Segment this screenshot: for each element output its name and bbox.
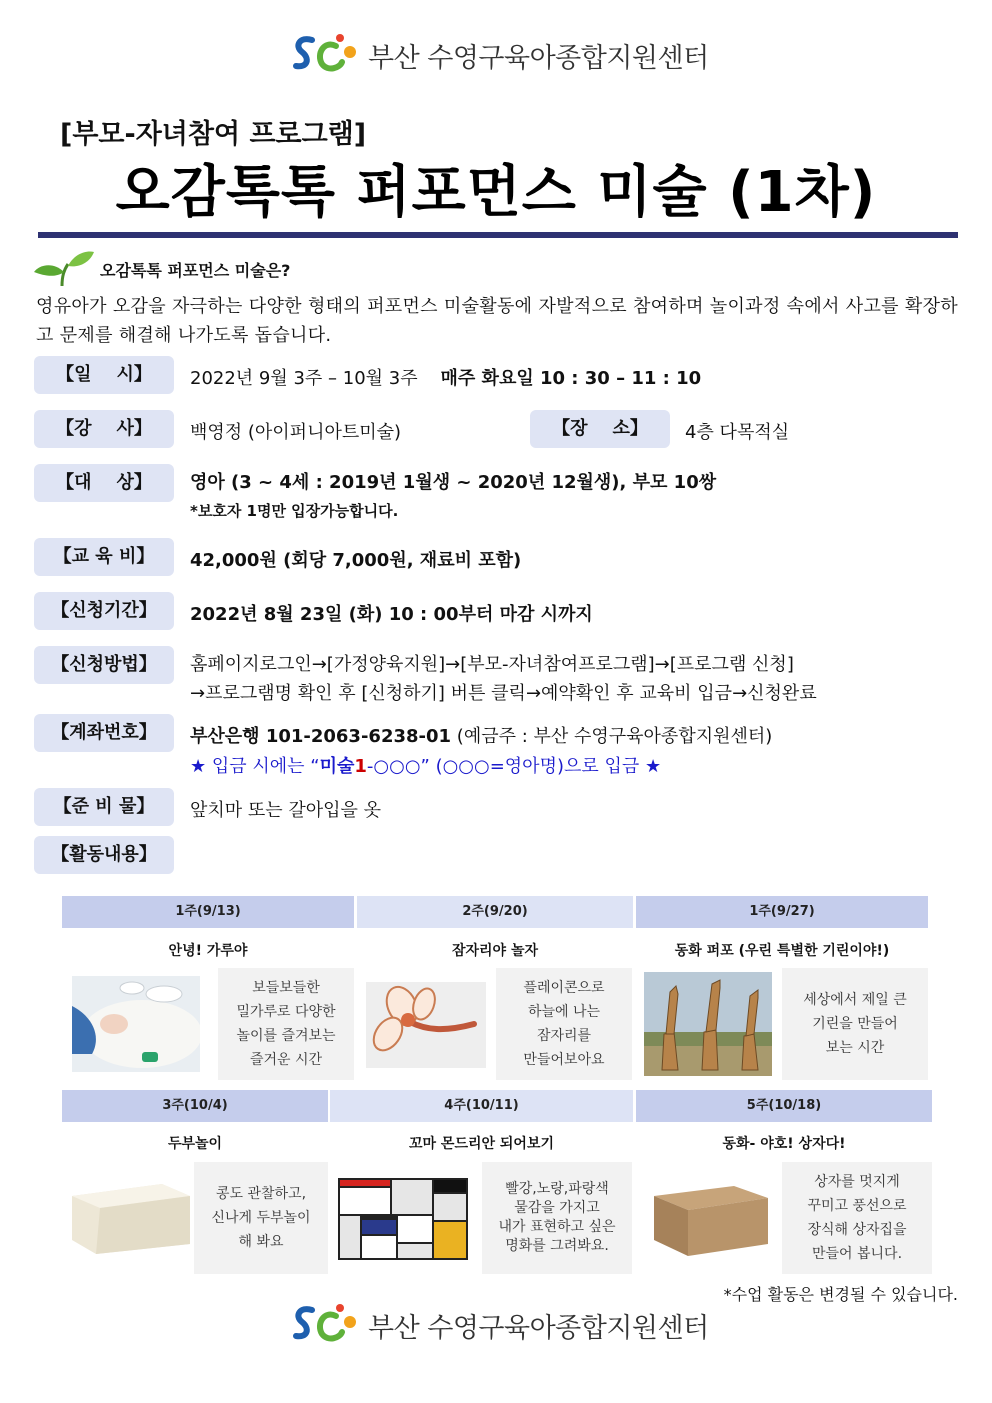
intro-heading-text: 오감톡톡 퍼포먼스 미술은? xyxy=(100,261,291,280)
program-category: [부모-자녀참여 프로그램] xyxy=(60,119,367,150)
activity-description xyxy=(218,968,354,1080)
mondrian-painting-image xyxy=(338,1178,468,1260)
activities-label: 【활동내용】 xyxy=(34,836,174,874)
desc-line: 신나게 두부놀이 xyxy=(211,1210,311,1226)
desc-line: 만들어 봅니다. xyxy=(811,1246,903,1262)
center-logo-icon xyxy=(292,1302,362,1346)
method-line2: →프로그램명 확인 후 [신청하기] 버튼 클릭→예약확인 후 교육비 입금→신청완료 xyxy=(190,683,817,704)
week-header: 4주(10/11) xyxy=(330,1090,633,1122)
target-label: 【대 상】 xyxy=(34,464,174,502)
period-label: 【신청기간】 xyxy=(34,592,174,630)
instructor-label: 【강 사】 xyxy=(34,410,174,448)
supplies-value: 앞치마 또는 갈아입을 옷 xyxy=(190,800,382,821)
desc-line: 상자를 멋지게 xyxy=(814,1174,900,1190)
top-logo xyxy=(0,30,992,78)
week-header: 5주(10/18) xyxy=(636,1090,932,1122)
desc-line: 기린을 만들어 xyxy=(812,1016,898,1032)
target-note: *보호자 1명만 입장가능합니다. xyxy=(190,502,399,520)
desc-line: 장식해 상자집을 xyxy=(807,1222,907,1238)
star-icon: ★ xyxy=(644,756,662,777)
schedule-label: 【일 시】 xyxy=(34,356,174,394)
activity-title: 잠자리야 놀자 xyxy=(451,943,539,959)
desc-line: 꾸미고 풍선으로 xyxy=(807,1198,907,1214)
method-line1: 홈페이지로그인→[가정양육지원]→[부모-자녀참여프로그램]→[프로그램 신청] xyxy=(190,654,794,675)
desc-line: 잠자리를 xyxy=(536,1028,592,1044)
title-divider xyxy=(38,232,958,238)
desc-line: 밀가루로 다양한 xyxy=(236,1004,336,1020)
desc-line: 만들어보아요 xyxy=(523,1052,605,1068)
desc-line: 빨강,노랑,파랑색 xyxy=(505,1181,609,1197)
activity-title: 두부놀이 xyxy=(167,1136,223,1152)
deposit-note-keyword: 미술 xyxy=(319,756,355,777)
activity-title: 동화 퍼포 (우린 특별한 기린이야!) xyxy=(674,943,890,959)
account-value xyxy=(190,722,772,748)
deposit-note xyxy=(190,752,661,778)
desc-line: 놀이를 즐겨보는 xyxy=(236,1028,336,1044)
activity-description xyxy=(782,1162,932,1274)
center-logo-icon xyxy=(292,32,362,76)
fee-value: 42,000원 (회당 7,000원, 재료비 포함) xyxy=(190,550,522,571)
desc-line: 보들보들한 xyxy=(252,980,320,996)
schedule-time: 매주 화요일 10 : 30 – 11 : 10 xyxy=(440,368,702,389)
week-header: 2주(9/20) xyxy=(357,896,633,928)
desc-line: 세상에서 제일 큰 xyxy=(803,992,907,1008)
period-value: 2022년 8월 23일 (화) 10 : 00부터 마감 시까지 xyxy=(190,604,593,625)
deposit-note-post: -○○○” (○○○=영아명)으로 입금 xyxy=(366,756,640,777)
desc-line: 플레이콘으로 xyxy=(523,980,605,996)
place-label: 【장 소】 xyxy=(530,410,670,448)
star-icon: ★ xyxy=(190,756,207,777)
activity-description xyxy=(194,1162,328,1274)
change-note: *수업 활동은 변경될 수 있습니다. xyxy=(723,1285,958,1304)
supplies-label: 【준 비 물】 xyxy=(34,788,174,826)
page-title: 오감톡톡 퍼포먼스 미술 (1차) xyxy=(115,160,877,225)
schedule-value xyxy=(190,364,701,390)
account-label: 【계좌번호】 xyxy=(34,714,174,752)
target-value: 영아 (3 ~ 4세 : 2019년 1월생 ~ 2020년 12월생), 부모 10쌍 xyxy=(190,472,717,493)
desc-line: 즐거운 시간 xyxy=(249,1052,323,1068)
place-value: 4층 다목적실 xyxy=(685,422,790,443)
intro-body: 영유아가 오감을 자극하는 다양한 형태의 퍼포먼스 미술활동에 자발적으로 참여하며 놀이과정 속에서 사고를 확장하고 문제를 해결해 나가도록 돕습니다. xyxy=(36,296,958,346)
desc-line: 하늘에 나는 xyxy=(527,1004,601,1020)
desc-line: 보는 시간 xyxy=(825,1040,885,1056)
flour-play-image xyxy=(72,976,200,1072)
activity-description xyxy=(496,968,632,1080)
giraffe-image xyxy=(644,972,772,1076)
desc-line: 해 봐요 xyxy=(238,1234,284,1250)
tofu-image xyxy=(66,1178,194,1258)
method-label: 【신청방법】 xyxy=(34,646,174,684)
schedule-dates: 2022년 9월 3주 – 10월 3주 xyxy=(190,368,418,389)
bottom-logo xyxy=(0,1300,992,1348)
activity-description xyxy=(482,1162,632,1274)
week-header: 1주(9/13) xyxy=(62,896,354,928)
activity-title: 꼬마 몬드리안 되어보기 xyxy=(409,1136,554,1152)
activity-title: 동화- 야호! 상자다! xyxy=(722,1136,846,1152)
fee-label: 【교 육 비】 xyxy=(34,538,174,576)
desc-line: 콩도 관찰하고, xyxy=(215,1186,307,1202)
desc-line: 물감을 가지고 xyxy=(514,1200,600,1216)
activity-description xyxy=(782,968,928,1080)
org-name: 부산 수영구육아종합지원센터 xyxy=(368,1313,709,1344)
instructor-value: 백영정 (아이퍼니아트미술) xyxy=(190,422,402,443)
desc-line: 내가 표현하고 싶은 xyxy=(498,1219,616,1235)
activity-title: 안녕! 가루야 xyxy=(168,943,248,959)
org-name: 부산 수영구육아종합지원센터 xyxy=(368,43,709,74)
week-header: 1주(9/27) xyxy=(636,896,928,928)
account-holder: (예금주 : 부산 수영구육아종합지원센터) xyxy=(456,726,773,747)
dragonfly-image xyxy=(366,982,486,1068)
deposit-note-number: 1 xyxy=(354,756,367,777)
week-header: 3주(10/4) xyxy=(62,1090,328,1122)
account-bank: 부산은행 101-2063-6238-01 xyxy=(190,726,452,747)
cardboard-box-image xyxy=(648,1176,772,1260)
sprout-icon xyxy=(34,248,94,288)
deposit-note-pre: 입금 시에는 “ xyxy=(211,756,320,777)
desc-line: 명화를 그려봐요. xyxy=(505,1238,609,1254)
